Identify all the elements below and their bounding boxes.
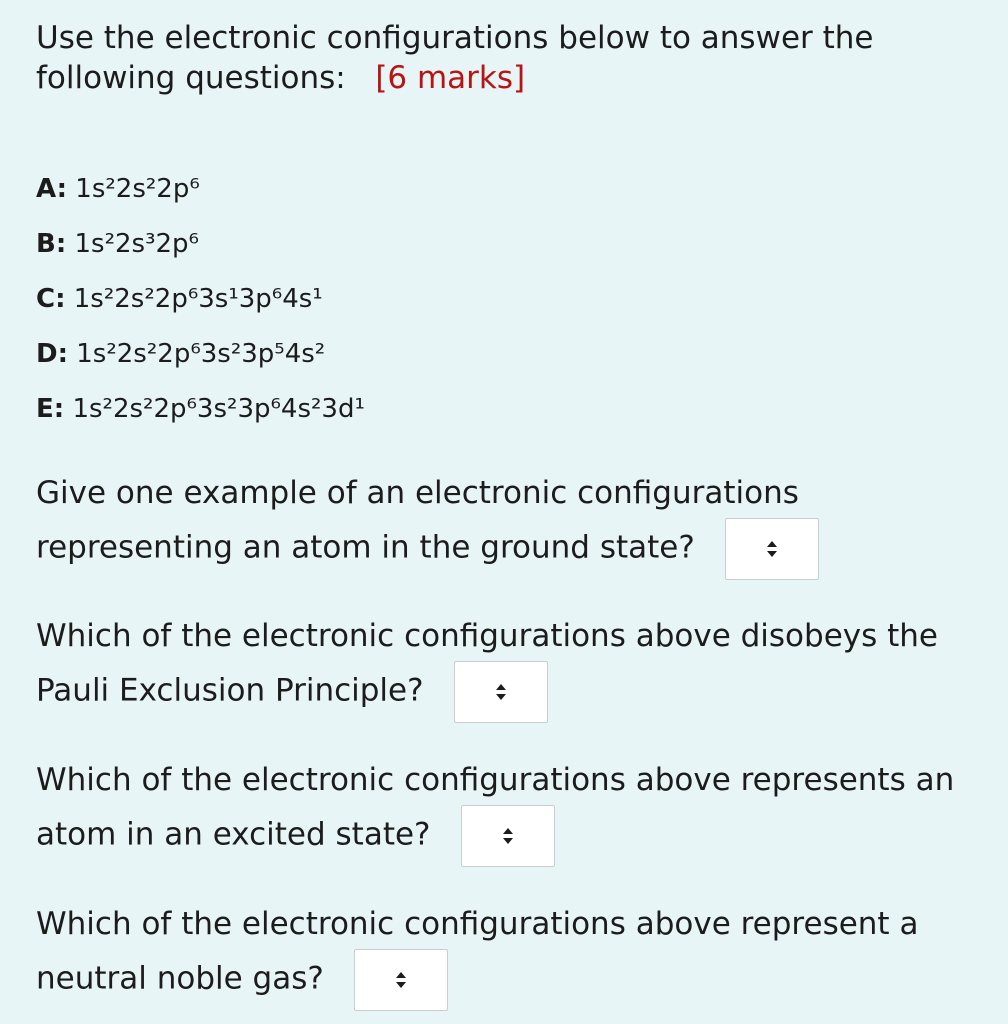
config-item-d	[36, 327, 365, 382]
pauli-select[interactable]	[454, 661, 548, 723]
intro-text: Use the electronic configurations below to answer the following questions:	[36, 20, 874, 96]
config-item-b	[36, 217, 365, 272]
config-item-e	[36, 382, 365, 437]
updown-icon	[396, 972, 406, 988]
config-value: 1s²2s²2p⁶3s²3p⁵4s²	[76, 339, 326, 369]
config-letter: E:	[36, 394, 65, 424]
config-value: 1s²2s²2p⁶3s²3p⁶4s²3d¹	[72, 394, 365, 424]
question-ground-state	[36, 468, 976, 580]
updown-icon	[503, 828, 513, 844]
question-pauli	[36, 611, 976, 723]
updown-icon	[496, 684, 506, 700]
question-text: Which of the electronic configurations above disobeys the Pauli Exclusion Principle?	[36, 618, 938, 709]
config-value: 1s²2s²2p⁶	[75, 174, 200, 204]
question-text: Which of the electronic configurations above represents an atom in an excited state?	[36, 762, 955, 853]
question-text: Which of the electronic configurations above represent a neutral noble gas?	[36, 906, 919, 997]
config-letter: C:	[36, 284, 66, 314]
config-letter: B:	[36, 229, 67, 259]
updown-icon	[767, 541, 777, 557]
question-text: Give one example of an electronic configurations representing an atom in the ground state?	[36, 475, 799, 566]
question-excited-state	[36, 755, 976, 867]
ground-state-select[interactable]	[725, 518, 819, 580]
config-letter: D:	[36, 339, 68, 369]
marks-label: [6 marks]	[375, 60, 526, 96]
excited-state-select[interactable]	[461, 805, 555, 867]
config-letter: A:	[36, 174, 68, 204]
noble-gas-select[interactable]	[354, 949, 448, 1011]
config-value: 1s²2s²2p⁶3s¹3p⁶4s¹	[73, 284, 323, 314]
configuration-list	[36, 162, 365, 437]
config-value: 1s²2s³2p⁶	[74, 229, 199, 259]
config-item-c	[36, 272, 365, 327]
config-item-a	[36, 162, 365, 217]
question-intro	[36, 18, 976, 98]
question-noble-gas	[36, 899, 976, 1011]
